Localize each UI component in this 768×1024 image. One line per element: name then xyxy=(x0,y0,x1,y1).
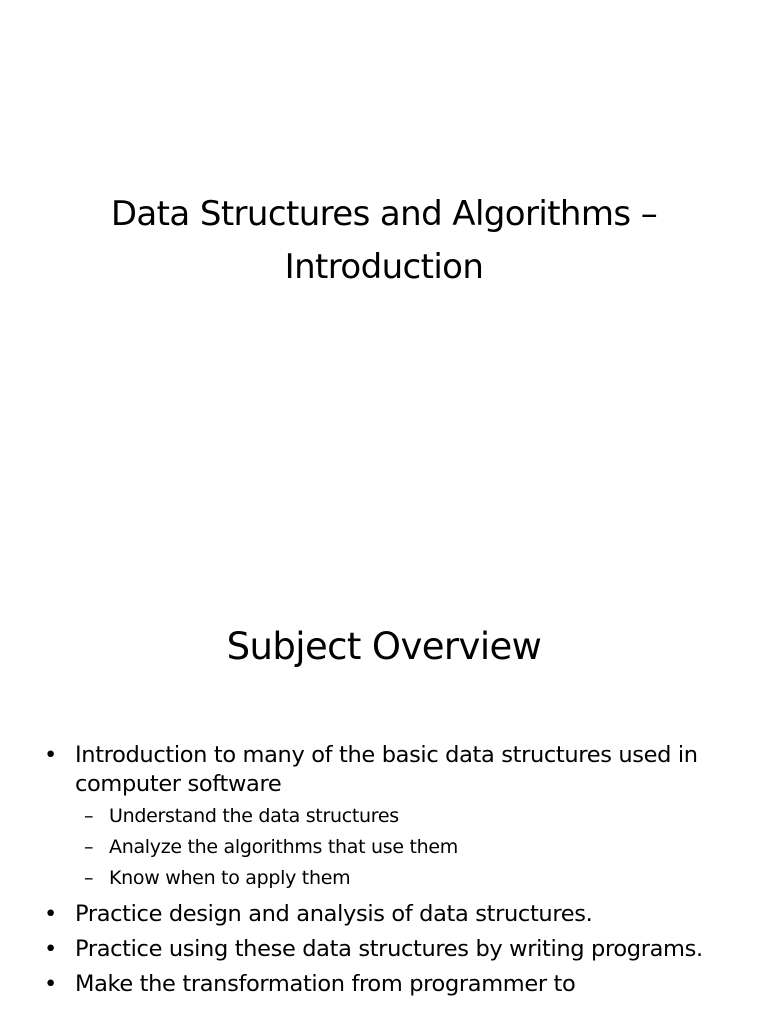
title-line-2: Introduction xyxy=(284,247,484,287)
bullet-text: Practice using these data structures by writing programs. xyxy=(75,936,703,962)
sub-bullet-item xyxy=(75,801,744,832)
bullet-icon: • xyxy=(44,971,57,997)
bullet-list xyxy=(44,741,744,999)
overview-slide xyxy=(0,576,768,1024)
dash-icon: – xyxy=(84,867,94,889)
bullet-item xyxy=(44,900,744,929)
sub-bullet-text: Analyze the algorithms that use them xyxy=(109,836,458,858)
bullet-text: Make the transformation from programmer to xyxy=(75,971,576,997)
title-line-1: Data Structures and Algorithms – xyxy=(110,194,658,234)
bullet-icon: • xyxy=(44,742,57,768)
bullet-item xyxy=(44,741,744,894)
sub-bullet-item xyxy=(75,863,744,894)
dash-icon: – xyxy=(84,836,94,858)
sub-bullet-item xyxy=(75,832,744,863)
bullet-text: Practice design and analysis of data structures. xyxy=(75,901,593,927)
dash-icon: – xyxy=(84,805,94,827)
bullet-icon: • xyxy=(44,901,57,927)
slide-title xyxy=(0,188,768,294)
bullet-item xyxy=(44,935,744,964)
bullet-text: Introduction to many of the basic data structures used in computer software xyxy=(75,742,698,797)
overview-content xyxy=(44,741,744,1005)
sub-bullet-list xyxy=(75,801,744,894)
bullet-icon: • xyxy=(44,936,57,962)
sub-bullet-text: Know when to apply them xyxy=(109,867,351,889)
overview-title: Subject Overview xyxy=(226,625,542,668)
bullet-item xyxy=(44,970,744,999)
sub-bullet-text: Understand the data structures xyxy=(109,805,399,827)
